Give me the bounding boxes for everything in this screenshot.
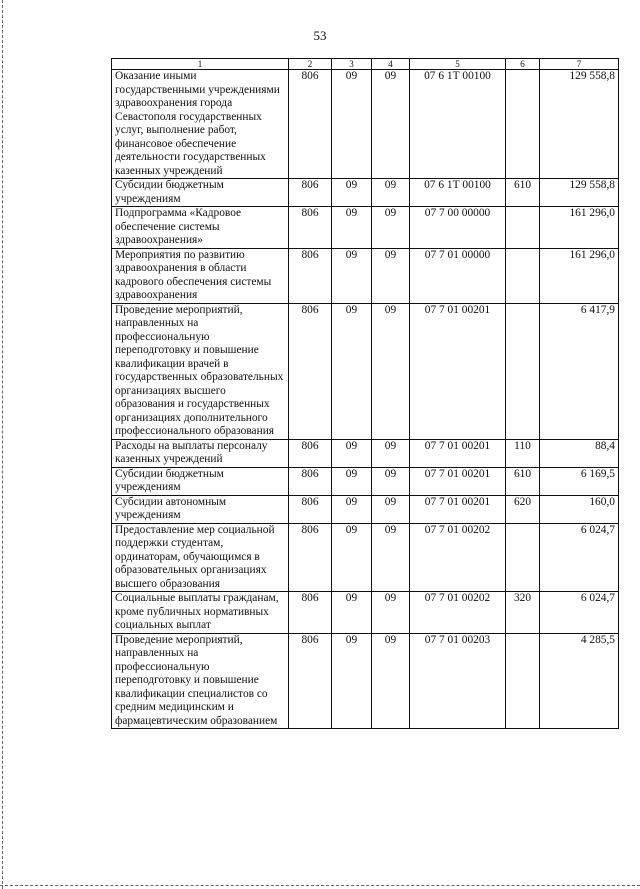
expense-name: Субсидии автономным учреждениям (112, 495, 289, 523)
amount: 6 024,7 (540, 523, 619, 592)
subsection-code: 09 (372, 179, 410, 207)
expense-type-code: 110 (506, 439, 540, 467)
amount: 160,0 (540, 495, 619, 523)
table-row (112, 248, 619, 303)
expense-name: Мероприятия по развитию здравоохранения в области кадрового обеспечения системы здравоохранения (112, 248, 289, 303)
column-number: 3 (332, 59, 372, 70)
column-number: 1 (112, 59, 289, 70)
amount: 6 024,7 (540, 592, 619, 634)
expense-name: Проведение мероприятий, направленных на профессиональную переподготовку и повышение квалификации врачей в государственных образовательных организациях высшего образования и государственных организациях дополнительного профессионального образования (112, 303, 289, 439)
column-number: 5 (410, 59, 506, 70)
section-code: 09 (332, 523, 372, 592)
section-code: 09 (332, 207, 372, 249)
expense-type-code (506, 70, 540, 179)
column-number: 4 (372, 59, 410, 70)
expense-name: Субсидии бюджетным учреждениям (112, 467, 289, 495)
section-code: 09 (332, 70, 372, 179)
ministry-code: 806 (289, 439, 332, 467)
expense-type-code: 610 (506, 179, 540, 207)
amount: 129 558,8 (540, 179, 619, 207)
table-row (112, 70, 619, 179)
expense-name: Проведение мероприятий, направленных на профессиональную переподготовку и повышение квалификации специалистов со средним медицинским и фармацевтическим образованием (112, 633, 289, 729)
target-article-code: 07 7 01 00201 (410, 303, 506, 439)
table-row (112, 303, 619, 439)
section-code: 09 (332, 248, 372, 303)
subsection-code: 09 (372, 592, 410, 634)
column-number-row (112, 59, 619, 70)
amount: 161 296,0 (540, 207, 619, 249)
expense-type-code (506, 207, 540, 249)
target-article-code: 07 7 01 00201 (410, 467, 506, 495)
amount: 88,4 (540, 439, 619, 467)
table-row (112, 495, 619, 523)
subsection-code: 09 (372, 523, 410, 592)
section-code: 09 (332, 303, 372, 439)
budget-table (111, 58, 619, 729)
subsection-code: 09 (372, 467, 410, 495)
subsection-code: 09 (372, 633, 410, 729)
subsection-code: 09 (372, 207, 410, 249)
section-code: 09 (332, 467, 372, 495)
expense-name: Оказание иными государственными учреждениями здравоохранения города Севастополя государственных услуг, выполнение работ, финансовое обеспечение деятельности государственных казенных учреждений (112, 70, 289, 179)
table-row (112, 439, 619, 467)
ministry-code: 806 (289, 592, 332, 634)
column-number: 2 (289, 59, 332, 70)
amount: 161 296,0 (540, 248, 619, 303)
expense-type-code (506, 523, 540, 592)
expense-type-code (506, 633, 540, 729)
section-code: 09 (332, 633, 372, 729)
ministry-code: 806 (289, 70, 332, 179)
ministry-code: 806 (289, 523, 332, 592)
expense-type-code: 620 (506, 495, 540, 523)
scan-edge-bottom (0, 885, 640, 886)
ministry-code: 806 (289, 467, 332, 495)
subsection-code: 09 (372, 303, 410, 439)
target-article-code: 07 7 01 00201 (410, 495, 506, 523)
amount: 129 558,8 (540, 70, 619, 179)
ministry-code: 806 (289, 207, 332, 249)
ministry-code: 806 (289, 303, 332, 439)
subsection-code: 09 (372, 439, 410, 467)
subsection-code: 09 (372, 70, 410, 179)
ministry-code: 806 (289, 495, 332, 523)
section-code: 09 (332, 439, 372, 467)
table-row (112, 633, 619, 729)
table-row (112, 592, 619, 634)
target-article-code: 07 7 01 00000 (410, 248, 506, 303)
subsection-code: 09 (372, 495, 410, 523)
expense-type-code (506, 248, 540, 303)
subsection-code: 09 (372, 248, 410, 303)
expense-name: Субсидии бюджетным учреждениям (112, 179, 289, 207)
amount: 6 169,5 (540, 467, 619, 495)
target-article-code: 07 7 01 00201 (410, 439, 506, 467)
target-article-code: 07 7 01 00202 (410, 592, 506, 634)
expense-type-code (506, 303, 540, 439)
section-code: 09 (332, 179, 372, 207)
column-number: 7 (540, 59, 619, 70)
amount: 6 417,9 (540, 303, 619, 439)
table-row (112, 523, 619, 592)
expense-name: Предоставление мер социальной поддержки студентам, ординаторам, обучающимся в образовательных организациях высшего образования (112, 523, 289, 592)
target-article-code: 07 7 00 00000 (410, 207, 506, 249)
expense-name: Социальные выплаты гражданам, кроме публичных нормативных социальных выплат (112, 592, 289, 634)
expense-type-code: 610 (506, 467, 540, 495)
ministry-code: 806 (289, 248, 332, 303)
column-number: 6 (506, 59, 540, 70)
target-article-code: 07 6 1Т 00100 (410, 179, 506, 207)
page-number: 53 (313, 28, 327, 43)
target-article-code: 07 7 01 00203 (410, 633, 506, 729)
expense-name: Расходы на выплаты персоналу казенных учреждений (112, 439, 289, 467)
ministry-code: 806 (289, 633, 332, 729)
scan-edge-left (2, 0, 3, 889)
expense-name: Подпрограмма «Кадровое обеспечение системы здравоохранения» (112, 207, 289, 249)
target-article-code: 07 6 1Т 00100 (410, 70, 506, 179)
ministry-code: 806 (289, 179, 332, 207)
section-code: 09 (332, 592, 372, 634)
amount: 4 285,5 (540, 633, 619, 729)
table-row (112, 467, 619, 495)
section-code: 09 (332, 495, 372, 523)
table-row (112, 179, 619, 207)
table-row (112, 207, 619, 249)
target-article-code: 07 7 01 00202 (410, 523, 506, 592)
expense-type-code: 320 (506, 592, 540, 634)
